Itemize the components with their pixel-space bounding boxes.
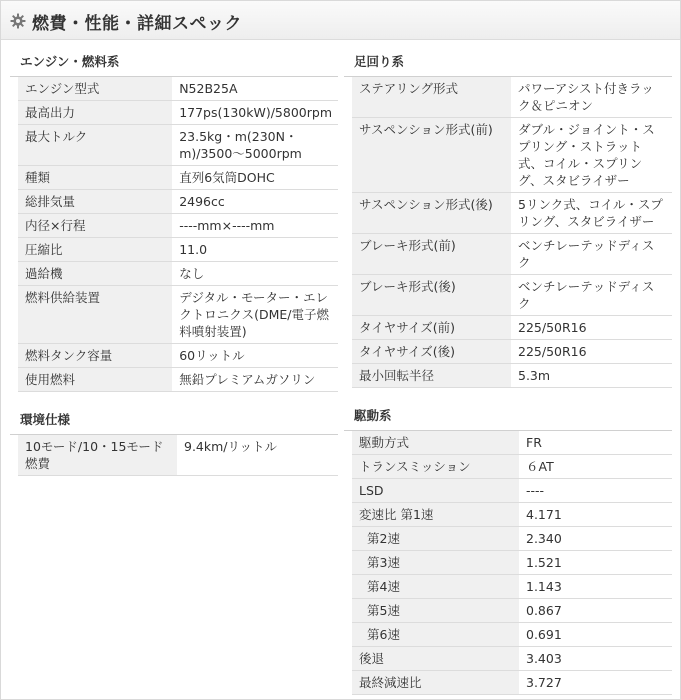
spec-value: N52B25A bbox=[172, 77, 338, 101]
spec-row bbox=[352, 455, 672, 479]
spec-value: 60リットル bbox=[172, 344, 338, 368]
spec-value: デジタル・モーター・エレクトロニクス(DME/電子燃料噴射装置) bbox=[172, 286, 338, 344]
spec-label: 内径×行程 bbox=[18, 214, 172, 238]
spec-label: 第4速 bbox=[352, 575, 519, 599]
spec-row bbox=[352, 575, 672, 599]
page-title: 燃費・性能・詳細スペック bbox=[32, 14, 242, 34]
section-title-drivetrain: 駆動系 bbox=[344, 408, 672, 431]
spec-value: 3.727 bbox=[519, 671, 672, 695]
spec-label: ブレーキ形式(後) bbox=[352, 275, 511, 316]
spec-label: 後退 bbox=[352, 647, 519, 671]
spec-label: 第3速 bbox=[352, 551, 519, 575]
spec-value: 225/50R16 bbox=[511, 340, 672, 364]
spec-value: ベンチレーテッドディスク bbox=[511, 234, 672, 275]
gear-icon bbox=[10, 13, 26, 29]
spec-label: 使用燃料 bbox=[18, 368, 172, 392]
left-column bbox=[10, 42, 338, 476]
spec-value: パワーアシスト付きラック＆ピニオン bbox=[511, 77, 672, 118]
spec-value: 3.403 bbox=[519, 647, 672, 671]
spec-label: 最小回転半径 bbox=[352, 364, 511, 388]
spec-label: サスペンション形式(前) bbox=[352, 118, 511, 193]
spec-value: なし bbox=[172, 262, 338, 286]
spec-label: タイヤサイズ(前) bbox=[352, 316, 511, 340]
spec-label: 変速比 第1速 bbox=[352, 503, 519, 527]
spec-row bbox=[18, 101, 338, 125]
spec-row bbox=[352, 647, 672, 671]
spec-label: エンジン型式 bbox=[18, 77, 172, 101]
spec-value: 5リンク式、コイル・スプリング、スタビライザー bbox=[511, 193, 672, 234]
spec-row bbox=[352, 599, 672, 623]
spec-row bbox=[352, 503, 672, 527]
spec-label: 燃料供給装置 bbox=[18, 286, 172, 344]
spec-label: トランスミッション bbox=[352, 455, 519, 479]
spec-row bbox=[352, 551, 672, 575]
spec-value: 2.340 bbox=[519, 527, 672, 551]
spec-row bbox=[352, 118, 672, 193]
spec-row bbox=[18, 368, 338, 392]
section-title-environment: 環境仕様 bbox=[10, 412, 338, 435]
spec-value: 5.3m bbox=[511, 364, 672, 388]
spec-label: 駆動方式 bbox=[352, 431, 519, 455]
spec-row bbox=[18, 238, 338, 262]
spec-row bbox=[352, 527, 672, 551]
spec-value: 無鉛プレミアムガソリン bbox=[172, 368, 338, 392]
spec-row bbox=[18, 190, 338, 214]
environment-spec-table bbox=[18, 435, 338, 476]
spec-row bbox=[18, 286, 338, 344]
spec-value: ６AT bbox=[519, 455, 672, 479]
drivetrain-spec-table bbox=[352, 431, 672, 695]
spec-value: 23.5kg・m(230N・m)/3500〜5000rpm bbox=[172, 125, 338, 166]
spec-row bbox=[352, 193, 672, 234]
spec-row bbox=[18, 344, 338, 368]
spec-label: 第2速 bbox=[352, 527, 519, 551]
spec-label: LSD bbox=[352, 479, 519, 503]
spec-row bbox=[352, 77, 672, 118]
spec-value: ダブル・ジョイント・スプリング・ストラット式、コイル・スプリング、スタビライザー bbox=[511, 118, 672, 193]
spec-label: 第6速 bbox=[352, 623, 519, 647]
spec-row bbox=[352, 623, 672, 647]
spec-row bbox=[18, 435, 338, 476]
spec-row bbox=[352, 364, 672, 388]
suspension-spec-table bbox=[352, 77, 672, 388]
spec-body bbox=[10, 42, 672, 689]
spec-value: 2496cc bbox=[172, 190, 338, 214]
spec-label: サスペンション形式(後) bbox=[352, 193, 511, 234]
spec-value: 1.143 bbox=[519, 575, 672, 599]
spec-value: 4.171 bbox=[519, 503, 672, 527]
spec-label: 10モード/10・15モード燃費 bbox=[18, 435, 177, 476]
spec-value: 直列6気筒DOHC bbox=[172, 166, 338, 190]
spec-label: 過給機 bbox=[18, 262, 172, 286]
spec-value: 1.521 bbox=[519, 551, 672, 575]
spec-label: 最終減速比 bbox=[352, 671, 519, 695]
spec-value: 0.691 bbox=[519, 623, 672, 647]
spec-row bbox=[18, 262, 338, 286]
spec-row bbox=[352, 671, 672, 695]
spec-value: 9.4km/リットル bbox=[177, 435, 338, 476]
spec-row bbox=[18, 214, 338, 238]
spec-row bbox=[352, 479, 672, 503]
spec-label: 圧縮比 bbox=[18, 238, 172, 262]
spec-label: タイヤサイズ(後) bbox=[352, 340, 511, 364]
spec-row bbox=[352, 431, 672, 455]
engine-spec-table bbox=[18, 77, 338, 392]
spec-row bbox=[18, 166, 338, 190]
spec-label: 最高出力 bbox=[18, 101, 172, 125]
spec-label: 第5速 bbox=[352, 599, 519, 623]
spec-value: FR bbox=[519, 431, 672, 455]
spec-row bbox=[352, 316, 672, 340]
section-title-suspension: 足回り系 bbox=[344, 54, 672, 77]
spec-value: ---- bbox=[519, 479, 672, 503]
spec-label: ステアリング形式 bbox=[352, 77, 511, 118]
spec-value: 225/50R16 bbox=[511, 316, 672, 340]
panel-header bbox=[1, 1, 680, 40]
spec-value: ----mm×----mm bbox=[172, 214, 338, 238]
section-title-engine: エンジン・燃料系 bbox=[10, 54, 338, 77]
spec-value: 0.867 bbox=[519, 599, 672, 623]
spec-row bbox=[352, 234, 672, 275]
spec-value: 11.0 bbox=[172, 238, 338, 262]
spec-label: 最大トルク bbox=[18, 125, 172, 166]
spec-value: ベンチレーテッドディスク bbox=[511, 275, 672, 316]
right-column bbox=[344, 42, 672, 695]
spec-label: 総排気量 bbox=[18, 190, 172, 214]
spec-row bbox=[18, 125, 338, 166]
spec-value: 177ps(130kW)/5800rpm bbox=[172, 101, 338, 125]
spec-label: 燃料タンク容量 bbox=[18, 344, 172, 368]
spec-row bbox=[18, 77, 338, 101]
spec-label: ブレーキ形式(前) bbox=[352, 234, 511, 275]
spec-row bbox=[352, 340, 672, 364]
spec-row bbox=[352, 275, 672, 316]
spec-label: 種類 bbox=[18, 166, 172, 190]
